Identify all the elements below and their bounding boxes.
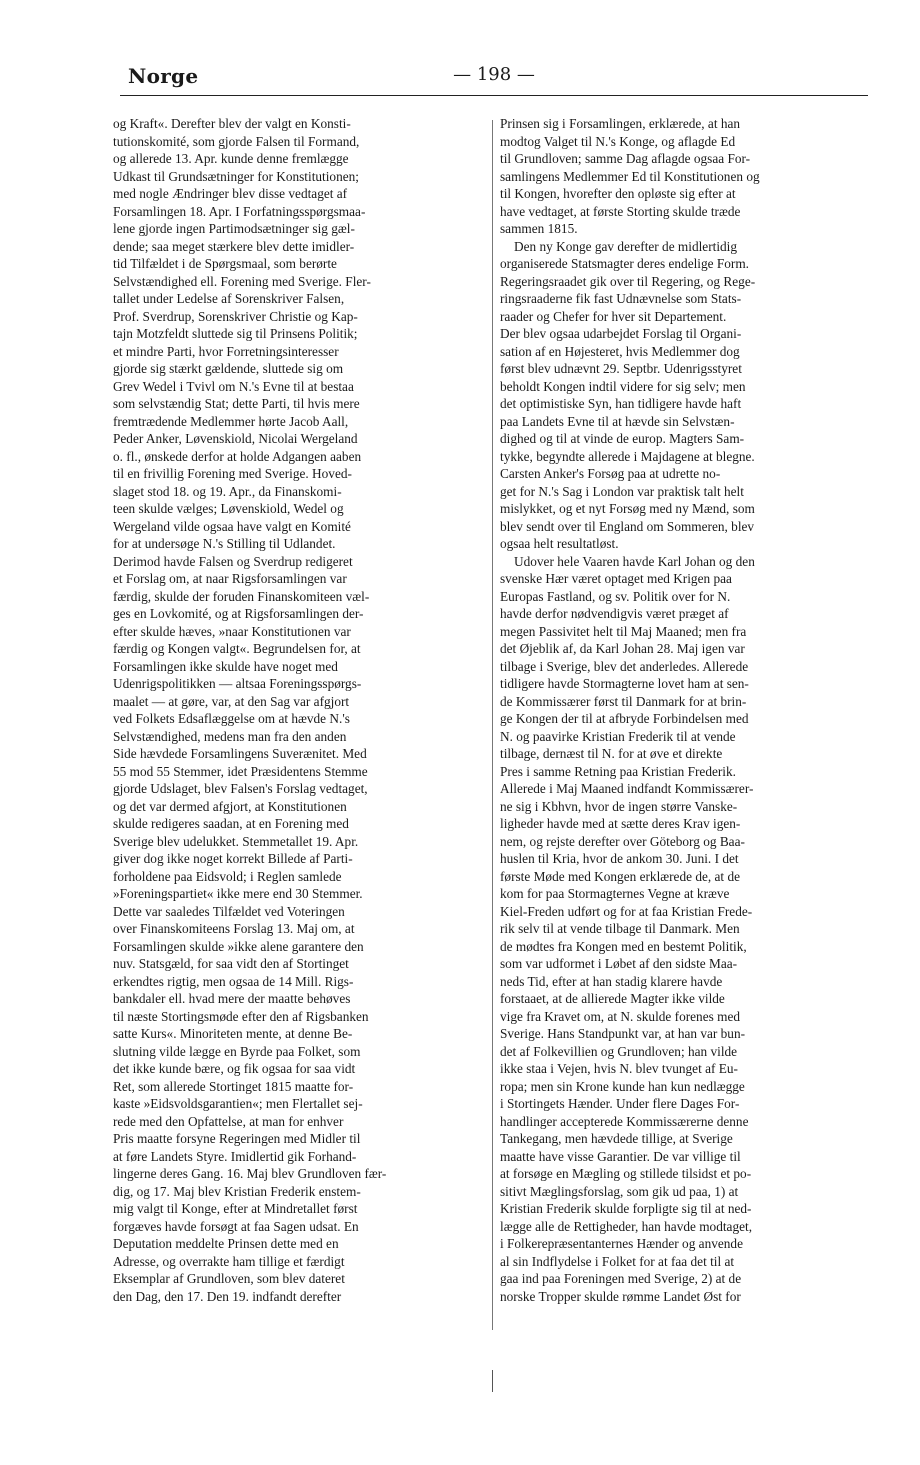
running-head-title: Norge [128,64,199,88]
right-column [500,115,868,1305]
header-rule [120,95,868,96]
page-header [118,64,870,94]
footer-mark [492,1370,493,1392]
left-paragraph-1: og Kraft«. Derefter blev der valgt en Konsti- tutionskomité, som gjorde Falsen til Formand, og allerede 13. Apr. kunde denne fremlægge Udkast til Grundsætninger for Konstitutionen; med nogle Ændringer blev disse vedtaget af Forsamlingen 18. Apr. I Forfatningsspørgsmaa- lene gjorde ingen Partimodsætninger sig gæl- dende; saa meget stærkere blev dette imidler- tid Tilfældet i de Spørgsmaal, som berørte Selvstændighed ell. Forening med Sverige. Fler- tallet under Ledelse af Sorenskriver Falsen, Prof. Sverdrup, Sorenskriver Christie og Kap- tajn Motzfeldt sluttede sig til Prinsens Politik; et mindre Parti, hvor Forretningsinteresser gjorde sig stærkt gældende, sluttede sig om Grev Wedel i Tvivl om N.'s Evne til at bestaa som selvstændig Stat; dette Parti, til hvis mere fremtrædende Medlemmer hørte Jacob Aall, Peder Anker, Løvenskiold, Nicolai Wergeland o. fl., ønskede derfor at holde Adgangen aaben til en frivillig Forening med Sverige. Hoved- slaget stod 18. og 19. Apr., da Finanskomi- teen skulde vælges; Løvenskiold, Wedel og Wergeland vilde ogsaa have valgt en Komité for at undersøge N.'s Stilling til Udlandet. Derimod havde Falsen og Sverdrup redigeret et Forslag om, at naar Rigsforsamlingen var færdig, skulde der foruden Finanskomiteen væl- ges en Lovkomité, og at Rigsforsamlingen der- efter skulde hæves, »naar Konstitutionen var færdig og Kongen valgt«. Begrundelsen for, at Forsamlingen ikke skulde have noget med Udenrigspolitikken — altsaa Foreningsspørgs- maalet — at gøre, var, at den Sag var afgjort ved Folkets Edsaflæggelse om at hævde N.'s Selvstændighed, medens man fra den anden Side hævdede Forsamlingens Suverænitet. Med 55 mod 55 Stemmer, idet Præsidentens Stemme gjorde Udslaget, blev Falsen's Forslag vedtaget, og det var dermed afgjort, at Konstitutionen skulde redigeres saadan, at en Forening med Sverige blev udelukket. Stemmetallet 19. Apr. giver dog ikke noget korrekt Billede af Parti- forholdene paa Eidsvold; i Reglen samlede »Foreningspartiet« ikke mere end 30 Stemmer. Dette var saaledes Tilfældet ved Voteringen over Finanskomiteens Forslag 13. Maj om, at Forsamlingen skulde »ikke alene garantere den nuv. Statsgæld, for saa vidt den af Stortinget erkendtes rigtig, men ogsaa de 14 Mill. Rigs- bankdaler ell. hvad mere der maatte behøves til næste Stortingsmøde efter den af Rigsbanken satte Kurs«. Minoriteten mente, at denne Be- slutning vilde lægge en Byrde paa Folket, som det ikke kunde bære, og fik ogsaa for saa vidt Ret, som allerede Stortinget 1815 maatte for- kaste »Eidsvoldsgarantien«; men Flertallet sej- rede med den Opfattelse, at man for enhver Pris maatte forsyne Regeringen med Midler til at føre Landets Styre. Imidlertid gik Forhand- lingerne deres Gang. 16. Maj blev Grundloven fær- dig, og 17. Maj blev Kristian Frederik enstem- mig valgt til Konge, efter at Mindretallet først forgæves havde forsøgt at faa Sagen udsat. En Deputation meddelte Prinsen dette med en Adresse, og overrakte ham tillige et færdigt Eksemplar af Grundloven, som blev dateret den Dag, den 17. Den 19. indfandt derefter [113,116,387,1304]
right-paragraph-3: Udover hele Vaaren havde Karl Johan og den svenske Hær været optaget med Krigen paa Europas Fastland, og sv. Politik over for N. havde derfor nødvendigvis været præget af megen Passivitet helt til Maj Maaned; men fra det Øjeblik af, da Karl Johan 28. Maj igen var tilbage i Sverige, blev det anderledes. Allerede tidligere havde Stormagterne lovet ham at sen- de Kommissærer først til Danmark for at brin- ge Kongen der til at afbryde Forbindelsen med N. og paavirke Kristian Frederik til at vende tilbage, dernæst til N. for at øve et direkte Pres i samme Retning paa Kristian Frederik. Allerede i Maj Maaned indfandt Kommissærer- ne sig i Kbhvn, hvor de ingen større Vanske- ligheder havde med at sætte deres Krav igen- nem, og rejste derefter over Göteborg og Baa- huslen til Kria, hvor de ankom 30. Juni. I det første Møde med Kongen erklærede de, at de kom for paa Stormagternes Vegne at kræve Kiel-Freden udført og for at faa Kristian Frede- rik selv til at vende tilbage til Danmark. Men de mødtes fra Kongen med en bestemt Politik, som var udformet i Løbet af den sidste Maa- neds Tid, efter at han stadig klarere havde forstaaet, at de allierede Magter ikke vilde vige fra Kravet om, at N. skulde forenes med Sverige. Hans Standpunkt var, at han var bun- det af Folkevillien og Grundloven; han vilde ikke staa i Vejen, hvis N. blev tvunget af Eu- ropa; men sin Krone kunde han kun nedlægge i Stortingets Hænder. Under flere Dages For- handlinger accepterede Kommissærerne denne Tankegang, men hævdede tillige, at Sverige maatte have visse Garantier. De var villige til at forsøge en Mægling og stillede tilsidst et po- sitivt Mæglingsforslag, som gik ud paa, 1) at Kristian Frederik skulde forpligte sig til at ned- lægge alle de Rettigheder, han havde modtaget, i Folkerepræsentanternes Hænder og anvende al sin Indflydelse i Folket for at faa det til at gaa ind paa Foreningen med Sverige, 2) at de norske Tropper skulde rømme Landet Øst for [500,553,755,1304]
column-divider [492,120,493,1330]
right-paragraph-1: Prinsen sig i Forsamlingen, erklærede, at han modtog Valget til N.'s Konge, og aflagde Ed til Grundloven; samme Dag aflagde ogsaa For- samlingens Medlemmer Ed til Konstitutionen og til Kongen, hvorefter den opløste sig efter at have vedtaget, at første Storting skulde træde sammen 1815. [500,116,760,236]
left-column [113,115,485,1305]
page-number: — 198 — [453,64,535,85]
right-paragraph-2: Den ny Konge gav derefter de midlertidig organiserede Statsmagter deres endelige Form. Regeringsraadet gik over til Regering, og Rege- ringsraaderne fik fast Udnævnelse som Stats- raader og Chefer for hver sit Departement. Der blev ogsaa udarbejdet Forslag til Organi- sation af en Højesteret, hvis Medlemmer dog først blev udnævnt 29. Septbr. Udenrigsstyret beholdt Kongen indtil videre for sig selv; men det optimistiske Syn, han tidligere havde haft paa Landets Evne til at hævde sin Selvstæn- dighed og til at vinde de europ. Magters Sam- tykke, begyndte allerede i Majdagene at blegne. Carsten Anker's Forsøg paa at udrette no- get for N.'s Sag i London var praktisk talt helt mislykket, og et nyt Forsøg med ny Mænd, som blev sendt over til England om Sommeren, blev ogsaa helt resultatløst. [500,238,756,551]
